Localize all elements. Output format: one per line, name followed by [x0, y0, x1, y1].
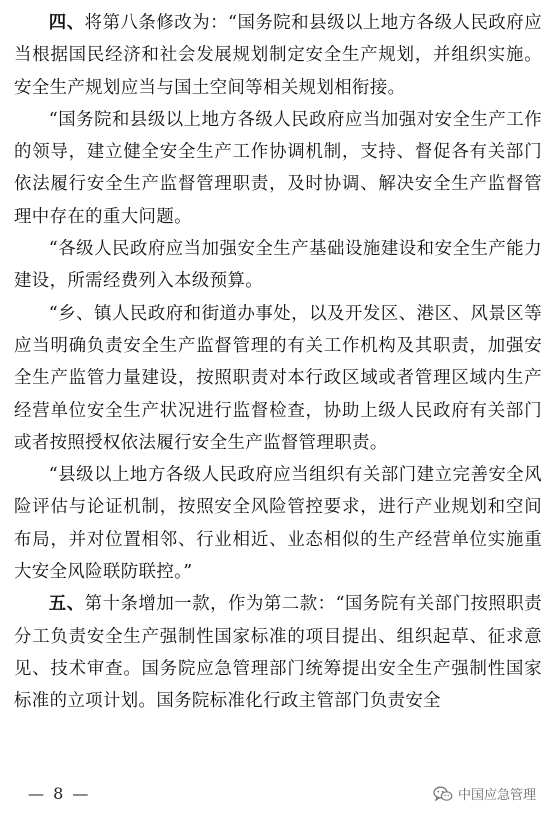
- paragraph-1: [14, 7, 542, 104]
- paragraph-2-text: “国务院和县级以上地方各级人民政府应当加强对安全生产工作的领导，建立健全安全生产工作协调机制，支持、督促各有关部门依法履行安全生产监督管理职责，及时协调、解决安全生产监督管理中存在的重大问题。: [14, 109, 542, 227]
- paragraph-4-text: “乡、镇人民政府和街道办事处，以及开发区、港区、风景区等应当明确负责安全生产监督管理的有关工作机构及其职责，加强安全生产监管力量建设，按照职责对本行政区域或者管理区域内生产经营单位安全生产状况进行监督检查，协助上级人民政府有关部门或者按照授权依法履行安全生产监督管理职责。: [14, 303, 542, 453]
- document-body: [14, 7, 542, 718]
- paragraph-3-text: “各级人民政府应当加强安全生产基础设施建设和安全生产能力建设，所需经费列入本级预算。: [14, 239, 542, 292]
- paragraph-6-text: 第十条增加一款，作为第二款：“国务院有关部门按照职责分工负责安全生产强制性国家标准的项目提出、组织起草、征求意见、技术审查。国务院应急管理部门统筹提出安全生产强制性国家标准的立项计划。国务院标准化行政主管部门负责安全: [14, 594, 542, 712]
- paragraph-5: [14, 459, 542, 588]
- paragraph-2: [14, 104, 542, 233]
- paragraph-6: [14, 588, 542, 717]
- paragraph-1-text: 将第八条修改为：“国务院和县级以上地方各级人民政府应当根据国民经济和社会发展规划制定安全生产规划，并组织实施。安全生产规划应当与国土空间等相关规划相衔接。: [14, 13, 542, 98]
- paragraph-4: [14, 298, 542, 459]
- paragraph-1-lead: 四、: [48, 13, 85, 33]
- page-number: — 8 —: [28, 784, 91, 803]
- paragraph-3: [14, 233, 542, 298]
- page-footer: [0, 778, 552, 816]
- watermark-text: 中国应急管理: [457, 788, 536, 803]
- source-watermark: [433, 784, 536, 803]
- paragraph-5-text: “县级以上地方各级人民政府应当组织有关部门建立完善安全风险评估与论证机制，按照安全风险管控要求，进行产业规划和空间布局，并对位置相邻、行业相近、业态相似的生产经营单位实施重大安全风险联防联控。”: [14, 465, 542, 583]
- paragraph-6-lead: 五、: [48, 594, 85, 615]
- wechat-icon: [433, 786, 453, 802]
